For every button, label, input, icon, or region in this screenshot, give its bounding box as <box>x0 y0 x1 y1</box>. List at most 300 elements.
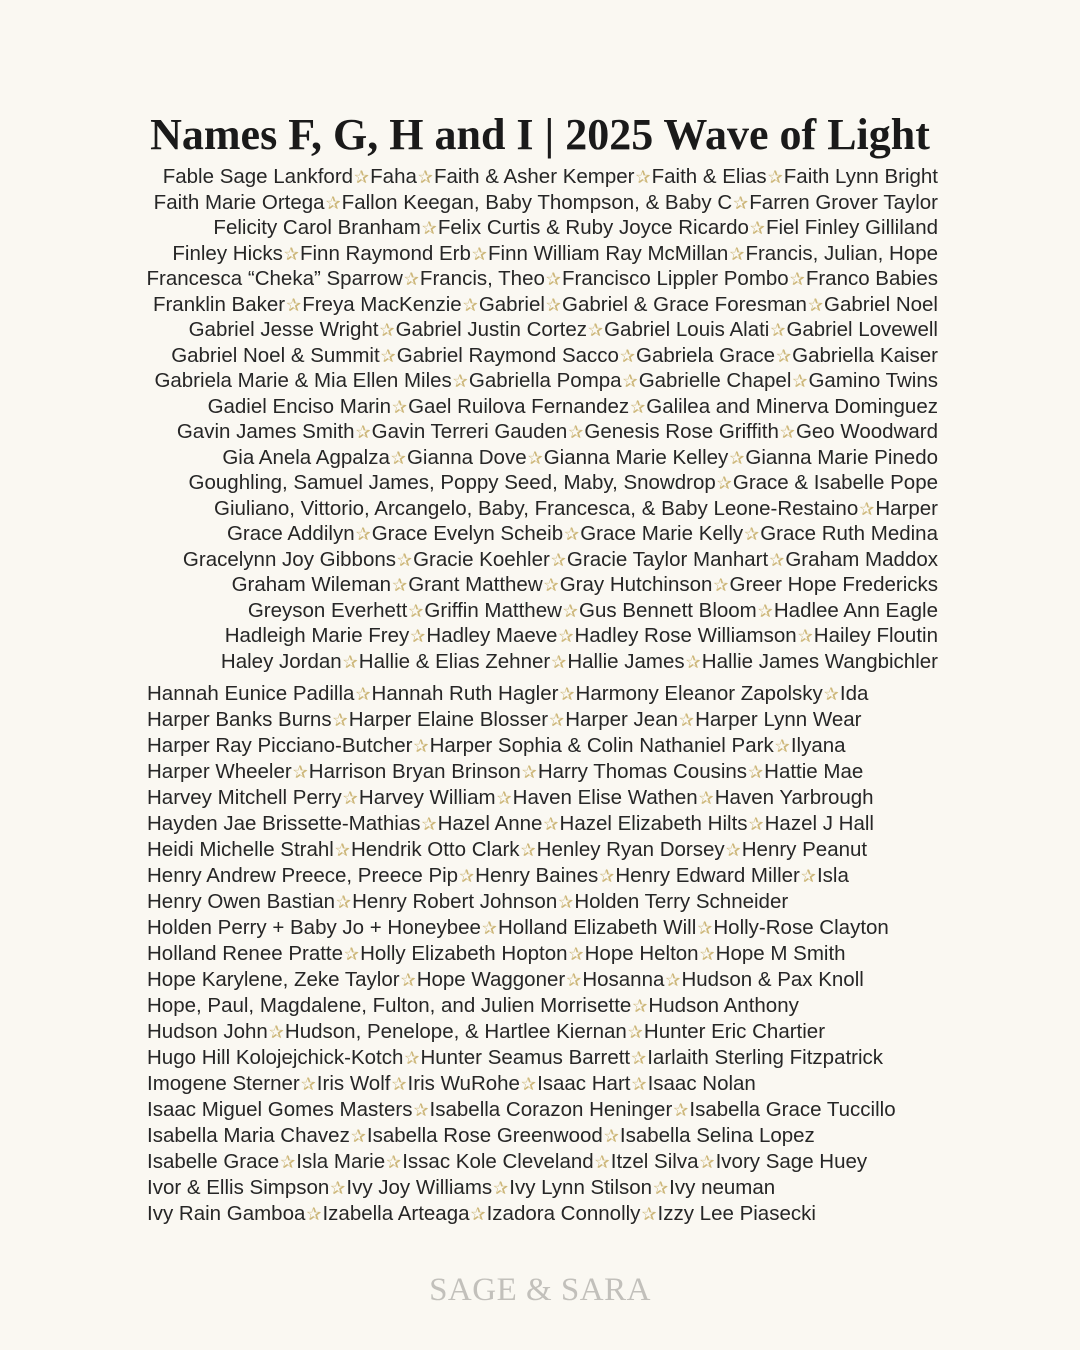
names-line <box>146 368 938 394</box>
star-separator-icon: ✰ <box>286 294 302 315</box>
star-separator-icon: ✰ <box>748 762 764 782</box>
star-separator-icon: ✰ <box>729 447 745 468</box>
star-separator-icon: ✰ <box>421 814 437 834</box>
name-entry: Faith Lynn Bright <box>783 165 938 188</box>
name-entry: Gabriel Justin Cortez <box>395 318 588 341</box>
star-separator-icon: ✰ <box>380 345 396 366</box>
star-separator-icon: ✰ <box>481 918 497 938</box>
star-separator-icon: ✰ <box>653 1178 669 1198</box>
star-separator-icon: ✰ <box>543 814 559 834</box>
star-separator-icon: ✰ <box>462 294 478 315</box>
star-separator-icon: ✰ <box>471 243 487 264</box>
name-entry: Hudson, Penelope, & Hartlee Kiernan <box>284 1020 627 1043</box>
name-entry: Hazel J Hall <box>764 812 874 835</box>
names-line <box>146 572 938 598</box>
footer-brand: SAGE & SARA <box>429 1272 651 1308</box>
star-separator-icon: ✰ <box>594 1152 610 1172</box>
name-entry: Fable Sage Lankford <box>162 165 354 188</box>
name-entry: Holly Elizabeth Hopton <box>360 942 568 965</box>
names-line <box>147 1175 896 1201</box>
names-line <box>147 967 896 993</box>
star-separator-icon: ✰ <box>342 651 358 672</box>
star-separator-icon: ✰ <box>521 762 537 782</box>
names-line <box>146 445 938 471</box>
name-entry: Gracie Koehler <box>413 547 550 571</box>
name-entry: Iris WuRohe <box>407 1072 520 1095</box>
name-entry: Hunter Seamus Barrett <box>420 1046 631 1069</box>
star-separator-icon: ✰ <box>627 1022 643 1042</box>
names-line <box>147 1123 896 1149</box>
star-separator-icon: ✰ <box>789 269 805 289</box>
star-separator-icon: ✰ <box>520 840 536 860</box>
name-entry: Gabriela Marie & Mia Ellen Miles <box>154 369 452 392</box>
name-entry: Gracelynn Joy Gibbons <box>182 547 396 571</box>
star-separator-icon: ✰ <box>390 447 406 468</box>
name-entry: Harper Jean <box>565 708 678 731</box>
star-separator-icon: ✰ <box>350 1126 366 1146</box>
name-entry: Grace & Isabelle Pope <box>732 471 938 494</box>
star-separator-icon: ✰ <box>713 575 729 595</box>
name-entry: Finn Raymond Erb <box>299 241 471 265</box>
star-separator-icon: ✰ <box>545 269 561 289</box>
star-separator-icon: ✰ <box>332 710 348 730</box>
star-separator-icon: ✰ <box>342 788 358 808</box>
name-entry: Hadley Rose Williamson <box>574 624 797 647</box>
name-entry: Fallon Keegan, Baby Thompson, & Baby C <box>341 190 733 214</box>
star-separator-icon: ✰ <box>568 422 584 442</box>
page-title: Names F, G, H and I | 2025 Wave of Light <box>150 110 930 160</box>
star-separator-icon: ✰ <box>800 866 816 886</box>
names-line <box>147 785 896 811</box>
name-entry: Ilyana <box>790 734 846 757</box>
names-line <box>146 470 938 496</box>
name-entry: Gavin James Smith <box>176 420 355 443</box>
star-separator-icon: ✰ <box>823 684 839 704</box>
star-separator-icon: ✰ <box>697 918 713 938</box>
name-entry: Harvey William <box>358 786 496 809</box>
name-entry: Isaac Hart <box>537 1072 631 1095</box>
names-line <box>147 707 896 733</box>
names-line <box>147 837 896 863</box>
star-separator-icon: ✰ <box>354 167 370 187</box>
name-entry: Hudson Anthony <box>648 994 799 1017</box>
star-separator-icon: ✰ <box>403 269 419 289</box>
star-separator-icon: ✰ <box>779 422 795 442</box>
star-separator-icon: ✰ <box>769 549 785 570</box>
name-entry: Grace Evelyn Scheib <box>371 522 564 545</box>
star-separator-icon: ✰ <box>599 866 615 886</box>
name-entry: Harper <box>875 496 938 520</box>
star-separator-icon: ✰ <box>355 524 371 544</box>
name-entry: Isabella Selina Lopez <box>619 1124 815 1147</box>
star-separator-icon: ✰ <box>355 422 371 442</box>
name-entry: Hadley Maeve <box>426 624 558 647</box>
name-entry: Grace Ruth Medina <box>760 522 938 545</box>
star-separator-icon: ✰ <box>558 892 574 912</box>
name-entry: Graham Maddox <box>785 547 938 571</box>
name-entry: Harry Thomas Cousins <box>537 760 748 783</box>
name-entry: Gavin Terreri Gauden <box>371 420 568 443</box>
name-entry: Haven Elise Wathen <box>512 786 698 809</box>
name-entry: Francesca “Cheka” Sparrow <box>146 267 403 290</box>
star-separator-icon: ✰ <box>588 320 604 340</box>
names-line <box>146 215 938 241</box>
name-entry: Hugo Hill Kolojejchick-Kotch <box>147 1046 404 1069</box>
star-separator-icon: ✰ <box>770 320 786 340</box>
star-separator-icon: ✰ <box>635 167 651 187</box>
star-separator-icon: ✰ <box>792 371 808 391</box>
star-separator-icon: ✰ <box>632 996 648 1016</box>
star-separator-icon: ✰ <box>551 651 567 672</box>
star-separator-icon: ✰ <box>749 218 765 238</box>
name-entry: Isabella Grace Tuccillo <box>689 1098 896 1121</box>
name-entry: Gabriel Louis Alati <box>604 318 770 341</box>
name-entry: Isaac Nolan <box>647 1072 756 1095</box>
names-line <box>147 733 896 759</box>
star-separator-icon: ✰ <box>496 788 512 808</box>
name-entry: Hudson John <box>147 1020 268 1043</box>
names-line <box>146 623 938 649</box>
name-entry: Hope Helton <box>584 942 699 965</box>
star-separator-icon: ✰ <box>379 320 395 340</box>
star-separator-icon: ✰ <box>757 600 773 621</box>
name-entry: Fiel Finley Gilliland <box>765 216 938 239</box>
name-entry: Grace Addilyn <box>226 522 355 545</box>
star-separator-icon: ✰ <box>334 840 350 860</box>
name-entry: Gabriel <box>478 292 545 316</box>
names-line <box>147 1019 896 1045</box>
star-separator-icon: ✰ <box>774 736 790 756</box>
name-entry: Hendrik Otto Clark <box>350 838 520 861</box>
name-entry: Harper Wheeler <box>147 760 292 783</box>
name-entry: Gamino Twins <box>808 369 938 392</box>
name-entry: Izadora Connolly <box>486 1202 641 1225</box>
name-entry: Hannah Eunice Padilla <box>147 682 355 705</box>
name-entry: Hadlee Ann Eagle <box>773 598 938 622</box>
star-separator-icon: ✰ <box>520 1074 537 1094</box>
name-entry: Harper Banks Burns <box>147 708 332 731</box>
name-entry: Henry Edward Miller <box>615 864 800 887</box>
name-entry: Francisco Lippler Pombo <box>561 267 789 290</box>
star-separator-icon: ✰ <box>306 1204 322 1224</box>
name-entry: Hannah Ruth Hagler <box>371 682 559 705</box>
name-entry: Henry Owen Bastian <box>147 890 336 913</box>
name-entry: Harrison Bryan Brinson <box>308 760 521 783</box>
star-separator-icon: ✰ <box>408 600 424 621</box>
name-entry: Faith Marie Ortega <box>153 190 325 214</box>
name-entry: Isla <box>816 864 849 887</box>
names-line <box>146 292 938 318</box>
name-entry: Haley Jordan <box>220 649 342 673</box>
name-entry: Harvey Mitchell Perry <box>147 786 342 809</box>
star-separator-icon: ✰ <box>699 944 715 964</box>
names-line <box>147 941 896 967</box>
name-entry: Gabriela Grace <box>636 343 776 367</box>
star-separator-icon: ✰ <box>699 1152 715 1172</box>
names-block-f-to-h <box>146 164 938 674</box>
star-separator-icon: ✰ <box>716 473 732 493</box>
name-entry: Isabella Maria Chavez <box>147 1124 350 1147</box>
name-entry: Harmony Eleanor Zapolsky <box>575 682 823 705</box>
name-entry: Gianna Dove <box>406 445 527 469</box>
names-line <box>146 598 938 624</box>
name-entry: Hailey Floutin <box>813 624 938 647</box>
name-entry: Gabriel Raymond Sacco <box>396 343 619 367</box>
name-entry: Gracie Taylor Manhart <box>566 547 769 571</box>
name-entry: Faith & Asher Kemper <box>433 165 635 188</box>
name-entry: Freya MacKenzie <box>302 292 462 316</box>
name-entry: Greer Hope Fredericks <box>729 573 938 596</box>
name-entry: Gia Anela Agpalza <box>222 445 390 469</box>
star-separator-icon: ✰ <box>391 1074 407 1094</box>
name-entry: Holden Perry + Baby Jo + Honeybee <box>147 916 481 939</box>
name-entry: Henry Robert Johnson <box>352 890 558 913</box>
names-line <box>147 1149 896 1175</box>
names-line <box>147 915 896 941</box>
name-entry: Geo Woodward <box>795 420 938 443</box>
name-entry: Hudson & Pax Knoll <box>681 968 864 991</box>
star-separator-icon: ✰ <box>280 1152 296 1172</box>
names-line <box>147 889 896 915</box>
name-entry: Haven Yarbrough <box>714 786 874 809</box>
star-separator-icon: ✰ <box>392 396 408 417</box>
name-entry: Hayden Jae Brissette-Mathias <box>147 812 421 835</box>
star-separator-icon: ✰ <box>527 447 543 468</box>
name-entry: Gabriel Jesse Wright <box>188 318 379 341</box>
star-separator-icon: ✰ <box>622 371 638 391</box>
names-line <box>146 394 938 420</box>
star-separator-icon: ✰ <box>679 710 695 730</box>
star-separator-icon: ✰ <box>564 524 580 544</box>
star-separator-icon: ✰ <box>397 549 413 570</box>
name-entry: Gabriel Noel & Summit <box>171 343 380 367</box>
names-line <box>146 419 938 445</box>
name-entry: Hosanna <box>582 968 665 991</box>
name-entry: Issac Kole Cleveland <box>402 1150 594 1173</box>
star-separator-icon: ✰ <box>392 575 408 595</box>
name-entry: Gray Hutchinson <box>559 573 713 596</box>
name-entry: Gabriella Kaiser <box>792 343 938 367</box>
name-entry: Hallie & Elias Zehner <box>358 649 551 673</box>
star-separator-icon: ✰ <box>559 684 575 704</box>
name-entry: Holden Terry Schneider <box>574 890 789 913</box>
names-line <box>147 1201 896 1227</box>
name-entry: Faith & Elias <box>651 165 767 188</box>
star-separator-icon: ✰ <box>807 294 824 315</box>
name-entry: Henry Baines <box>475 864 599 887</box>
name-entry: Isabella Corazon Heninger <box>429 1098 673 1121</box>
star-separator-icon: ✰ <box>558 626 574 646</box>
name-entry: Hadleigh Marie Frey <box>224 624 410 647</box>
names-block-h-to-i <box>147 681 896 1227</box>
name-entry: Galilea and Minerva Dominguez <box>646 394 938 418</box>
name-entry: Giuliano, Vittorio, Arcangelo, Baby, Francesca, & Baby Leone-Restaino <box>214 496 859 520</box>
name-entry: Harper Ray Picciano-Butcher <box>147 734 413 757</box>
name-entry: Holland Renee Pratte <box>147 942 344 965</box>
name-entry: Ivy Joy Williams <box>346 1176 493 1199</box>
star-separator-icon: ✰ <box>550 549 566 570</box>
names-line <box>147 681 896 707</box>
name-entry: Ivory Sage Huey <box>715 1150 868 1173</box>
names-line <box>146 496 938 522</box>
star-separator-icon: ✰ <box>776 345 792 366</box>
names-line <box>147 1045 896 1071</box>
name-entry: Isabelle Grace <box>147 1150 280 1173</box>
star-separator-icon: ✰ <box>549 710 565 730</box>
name-entry: Iris Wolf <box>316 1072 391 1095</box>
name-entry: Gianna Marie Kelley <box>543 445 729 469</box>
star-separator-icon: ✰ <box>283 243 299 264</box>
name-entry: Isla Marie <box>296 1150 386 1173</box>
names-line <box>146 547 938 573</box>
name-entry: Heidi Michelle Strahl <box>147 838 334 861</box>
star-separator-icon: ✰ <box>493 1178 509 1198</box>
name-entry: Holly-Rose Clayton <box>713 916 889 939</box>
name-entry: Izabella Arteaga <box>322 1202 470 1225</box>
name-entry: Farren Grover Taylor <box>749 190 938 214</box>
star-separator-icon: ✰ <box>417 167 433 187</box>
star-separator-icon: ✰ <box>603 1126 619 1146</box>
name-entry: Gabriel Lovewell <box>786 318 938 341</box>
name-entry: Gabriel & Grace Foresman <box>562 292 807 316</box>
name-entry: Franklin Baker <box>152 292 286 316</box>
name-entry: Isabella Rose Greenwood <box>366 1124 603 1147</box>
name-entry: Finley Hicks <box>172 241 283 265</box>
star-separator-icon: ✰ <box>665 970 681 990</box>
star-separator-icon: ✰ <box>568 944 584 964</box>
name-entry: Gadiel Enciso Marin <box>207 394 392 418</box>
name-entry: Hope Waggoner <box>416 968 566 991</box>
name-entry: Harper Lynn Wear <box>695 708 862 731</box>
names-line <box>147 993 896 1019</box>
star-separator-icon: ✰ <box>797 626 813 646</box>
names-line <box>146 241 938 267</box>
star-separator-icon: ✰ <box>300 1074 316 1094</box>
name-entry: Itzel Silva <box>610 1150 699 1173</box>
star-separator-icon: ✰ <box>400 970 416 990</box>
name-entry: Hattie Mae <box>764 760 864 783</box>
star-separator-icon: ✰ <box>566 970 582 990</box>
name-entry: Henry Andrew Preece, Preece Pip <box>147 864 459 887</box>
names-line <box>147 1071 896 1097</box>
star-separator-icon: ✰ <box>630 396 646 417</box>
name-entry: Graham Wileman <box>231 573 392 596</box>
name-entry: Francis, Julian, Hope <box>745 241 938 265</box>
name-entry: Finn William Ray McMillan <box>488 241 729 265</box>
name-entry: Grant Matthew <box>408 573 543 596</box>
name-entry: Grace Marie Kelly <box>580 522 744 545</box>
name-entry: Harper Sophia & Colin Nathaniel Park <box>429 734 774 757</box>
name-entry: Goughling, Samuel James, Poppy Seed, Maby, Snowdrop <box>188 471 716 494</box>
name-entry: Isaac Miguel Gomes Masters <box>147 1098 413 1121</box>
name-entry: Ivy neuman <box>669 1176 776 1199</box>
star-separator-icon: ✰ <box>619 345 636 366</box>
star-separator-icon: ✰ <box>459 866 475 886</box>
name-entry: Griffin Matthew <box>424 598 562 622</box>
star-separator-icon: ✰ <box>733 192 749 213</box>
names-line <box>147 1097 896 1123</box>
name-entry: Hunter Eric Chartier <box>643 1020 826 1043</box>
names-line <box>146 317 938 343</box>
name-entry: Gabriella Pompa <box>468 369 622 392</box>
name-entry: Ivy Lynn Stilson <box>509 1176 653 1199</box>
names-line <box>146 190 938 216</box>
star-separator-icon: ✰ <box>404 1048 420 1068</box>
star-separator-icon: ✰ <box>413 736 429 756</box>
name-entry: Felicity Carol Branham <box>213 216 421 239</box>
name-entry: Hazel Elizabeth Hilts <box>559 812 748 835</box>
name-entry: Gabrielle Chapel <box>638 369 792 392</box>
star-separator-icon: ✰ <box>545 294 561 315</box>
name-entry: Ivor & Ellis Simpson <box>147 1176 330 1199</box>
name-entry: Gianna Marie Pinedo <box>745 445 938 469</box>
name-entry: Ida <box>839 682 869 705</box>
name-entry: Gus Bennett Bloom <box>579 598 757 622</box>
name-entry: Francis, Theo <box>419 267 545 290</box>
star-separator-icon: ✰ <box>336 892 352 912</box>
star-separator-icon: ✰ <box>744 524 760 544</box>
star-separator-icon: ✰ <box>330 1178 346 1198</box>
names-line <box>147 811 896 837</box>
star-separator-icon: ✰ <box>562 600 578 621</box>
name-entry: Hope, Paul, Magdalene, Fulton, and Julien Morrisette <box>147 994 632 1017</box>
names-line <box>147 759 896 785</box>
star-separator-icon: ✰ <box>729 243 745 264</box>
star-separator-icon: ✰ <box>748 814 764 834</box>
star-separator-icon: ✰ <box>355 684 371 704</box>
name-entry: Iarlaith Sterling Fitzpatrick <box>647 1046 884 1069</box>
star-separator-icon: ✰ <box>725 840 741 860</box>
star-separator-icon: ✰ <box>543 575 559 595</box>
name-entry: Ivy Rain Gamboa <box>147 1202 306 1225</box>
star-separator-icon: ✰ <box>673 1100 689 1120</box>
names-line <box>146 164 938 190</box>
name-entry: Hope Karylene, Zeke Taylor <box>147 968 400 991</box>
name-entry: Gael Ruilova Fernandez <box>408 394 630 418</box>
star-separator-icon: ✰ <box>268 1022 284 1042</box>
star-separator-icon: ✰ <box>325 192 341 213</box>
name-entry: Henley Ryan Dorsey <box>536 838 725 861</box>
name-entry: Franco Babies <box>805 267 938 290</box>
name-entry: Henry Peanut <box>741 838 868 861</box>
star-separator-icon: ✰ <box>631 1048 647 1068</box>
star-separator-icon: ✰ <box>767 167 783 187</box>
star-separator-icon: ✰ <box>698 788 714 808</box>
star-separator-icon: ✰ <box>410 626 426 646</box>
names-line <box>146 649 938 675</box>
star-separator-icon: ✰ <box>452 371 468 391</box>
name-entry: Hallie James <box>567 649 685 673</box>
name-entry: Hope M Smith <box>715 942 846 965</box>
names-line <box>146 343 938 369</box>
star-separator-icon: ✰ <box>631 1074 647 1094</box>
name-entry: Gabriel Noel <box>824 292 938 316</box>
names-line <box>147 863 896 889</box>
name-entry: Holland Elizabeth Will <box>498 916 697 939</box>
name-entry: Faha <box>370 165 417 188</box>
star-separator-icon: ✰ <box>470 1204 486 1224</box>
star-separator-icon: ✰ <box>421 218 437 238</box>
name-entry: Greyson Everhett <box>247 598 408 622</box>
name-entry: Izzy Lee Piasecki <box>657 1202 816 1225</box>
name-entry: Harper Elaine Blosser <box>348 708 549 731</box>
name-entry: Felix Curtis & Ruby Joyce Ricardo <box>437 216 749 239</box>
star-separator-icon: ✰ <box>386 1152 402 1172</box>
star-separator-icon: ✰ <box>859 498 875 519</box>
name-entry: Genesis Rose Griffith <box>584 420 779 443</box>
name-entry: Hallie James Wangbichler <box>701 649 938 673</box>
name-entry: Hazel Anne <box>437 812 543 835</box>
